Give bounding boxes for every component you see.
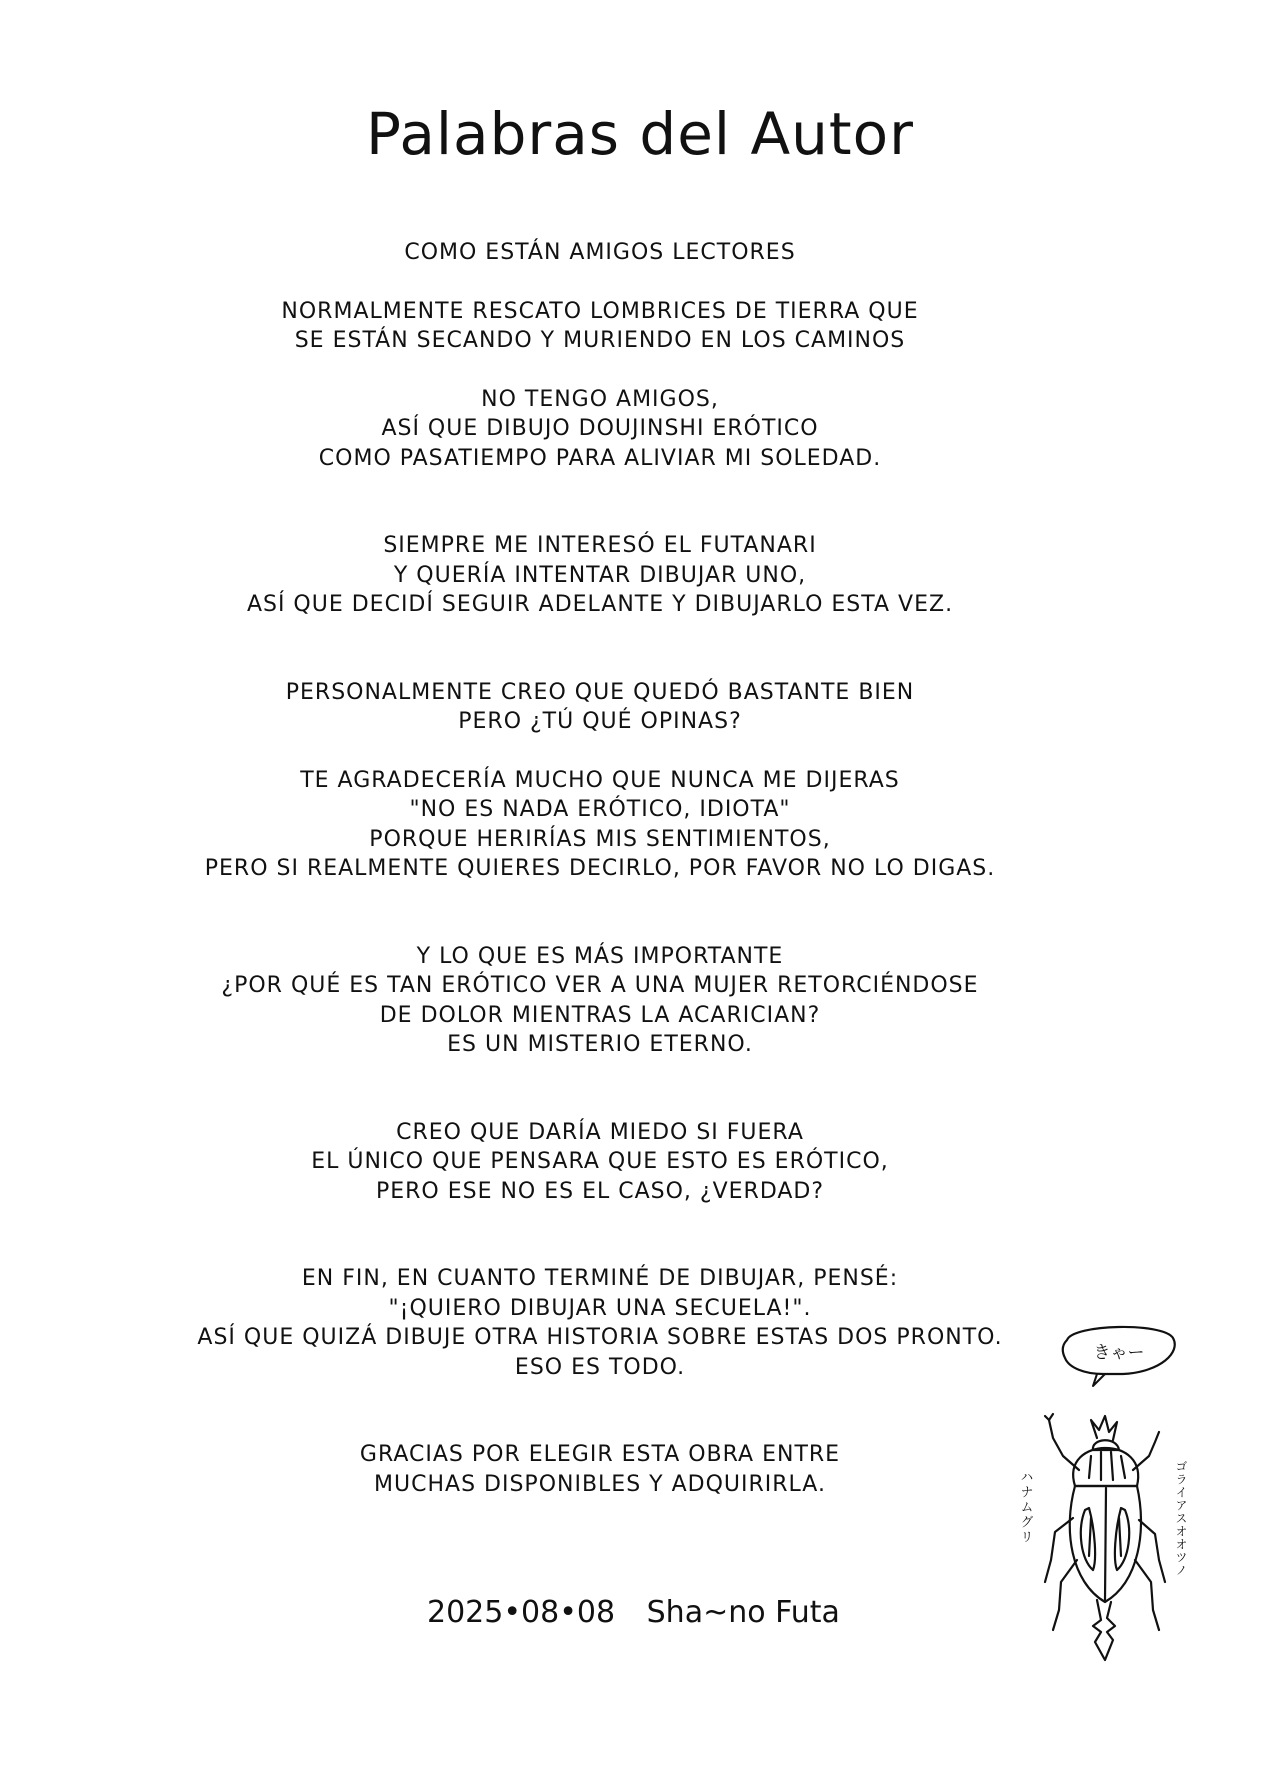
speech-bubble-text: きゃー <box>1093 1343 1145 1363</box>
text-line: PERSONALMENTE CREO QUE QUEDÓ BASTANTE BIEN <box>285 679 915 705</box>
paragraph <box>120 238 1080 268</box>
text-line: SIEMPRE ME INTERESÓ EL FUTANARI <box>383 533 817 558</box>
text-line: ASÍ QUE QUIZÁ DIBUJE OTRA HISTORIA SOBRE ESTAS DOS PRONTO. <box>197 1325 1003 1350</box>
text-line: "¡QUIERO DIBUJAR UNA SECUELA!". <box>388 1295 812 1321</box>
text-line: PERO SI REALMENTE QUIERES DECIRLO, POR FAVOR NO LO DIGAS. <box>204 856 996 881</box>
paragraph <box>120 1264 1080 1382</box>
text-line: ES UN MISTERIO ETERNO. <box>447 1032 753 1057</box>
text-line: "NO ES NADA ERÓTICO, IDIOTA" <box>409 797 791 822</box>
text-line: DE DOLOR MIENTRAS LA ACARICIAN? <box>379 1002 821 1028</box>
text-line: EN FIN, EN CUANTO TERMINÉ DE DIBUJAR, PENSÉ: <box>301 1266 899 1291</box>
signature-date: 2025•08•08 <box>427 1595 616 1630</box>
text-line: COMO ESTÁN AMIGOS LECTORES <box>404 240 796 265</box>
paragraph <box>120 678 1080 737</box>
signature <box>427 1595 840 1630</box>
text-line: PERO ¿TÚ QUÉ OPINAS? <box>458 709 742 734</box>
text-line: NO TENGO AMIGOS, <box>481 386 719 412</box>
text-line: CREO QUE DARÍA MIEDO SI FUERA <box>396 1119 804 1145</box>
text-line: PERO ESE NO ES EL CASO, ¿VERDAD? <box>375 1178 825 1204</box>
paragraph <box>120 531 1080 620</box>
text-line: EL ÚNICO QUE PENSARA QUE ESTO ES ERÓTICO, <box>311 1149 889 1174</box>
page-title: Palabras del Autor <box>366 100 914 168</box>
text-line: NORMALMENTE RESCATO LOMBRICES DE TIERRA QUE <box>281 298 919 324</box>
beetle-illustration <box>1005 1320 1205 1670</box>
text-line: SE ESTÁN SECANDO Y MURIENDO EN LOS CAMINOS <box>294 328 906 353</box>
text-line: Y QUERÍA INTENTAR DIBUJAR UNO, <box>393 562 807 588</box>
paragraph <box>120 766 1080 884</box>
text-line: MUCHAS DISPONIBLES Y ADQUIRIRLA. <box>374 1471 826 1497</box>
text-line: ASÍ QUE DIBUJO DOUJINSHI ERÓTICO <box>381 416 819 441</box>
text-line: COMO PASATIEMPO PARA ALIVIAR MI SOLEDAD. <box>318 445 882 471</box>
text-line: ASÍ QUE DECIDÍ SEGUIR ADELANTE Y DIBUJARLO ESTA VEZ. <box>246 592 954 617</box>
beetle-label-right: ゴライアスオオツノ <box>1174 1460 1188 1577</box>
beetle-label-left: ハナムグリ <box>1017 1470 1033 1545</box>
paragraph <box>120 1440 1080 1499</box>
text-line: ¿POR QUÉ ES TAN ERÓTICO VER A UNA MUJER RETORCIÉNDOSE <box>221 973 979 998</box>
text-line: TE AGRADECERÍA MUCHO QUE NUNCA ME DIJERAS <box>300 767 900 793</box>
signature-author: Sha~no Futa <box>646 1595 840 1630</box>
paragraph <box>120 385 1080 474</box>
paragraph <box>120 297 1080 356</box>
paragraph <box>120 942 1080 1060</box>
text-line: GRACIAS POR ELEGIR ESTA OBRA ENTRE <box>359 1442 841 1467</box>
text-line: Y LO QUE ES MÁS IMPORTANTE <box>416 943 784 969</box>
paragraph <box>120 1118 1080 1207</box>
author-message <box>120 238 1080 1499</box>
text-line: PORQUE HERIRÍAS MIS SENTIMIENTOS, <box>369 826 831 852</box>
text-line: ESO ES TODO. <box>514 1354 686 1380</box>
